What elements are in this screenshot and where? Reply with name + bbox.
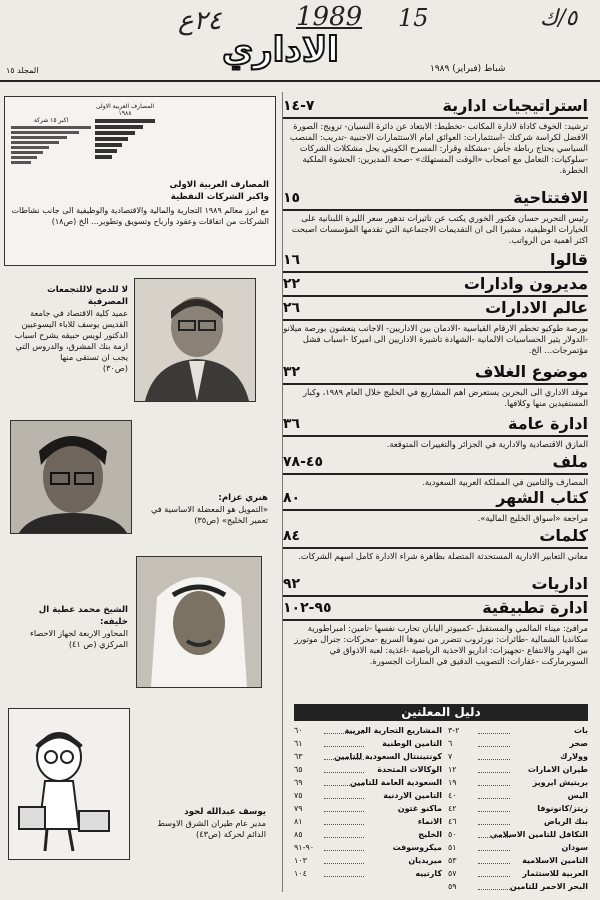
advertiser-row: [448, 843, 588, 856]
toc-page: ٨٠: [283, 490, 301, 506]
advertiser-name: كارتييه: [415, 869, 442, 878]
section-rule: [283, 619, 588, 621]
caption-body: مدير عام طيران الشرق الاوسط الدائم لحركة: [157, 818, 266, 839]
leader-dots: [324, 863, 364, 864]
toc-body: رئيس التحرير حسان فكتور الخوري يكتب عن تاثيرات تدهور سعر الليرة اللبنانية على الخيارات الوظيفية، مشيرا الى ان التقديمات الاجتماعية التي تقدمها المؤسسات اصبحت اكثر اهمية من الرواتب.: [291, 213, 588, 245]
toc-body: المصارف والتامين في المملكة العربية السعودية.: [422, 477, 588, 487]
handwritten-date: 1989: [296, 2, 363, 32]
leader-dots: [478, 811, 510, 812]
section-rule: [283, 595, 588, 597]
advertiser-page: ٥٩: [448, 882, 457, 891]
chart-b-bar: [95, 119, 155, 123]
advertiser-row: [294, 804, 442, 817]
advertiser-name: سودان: [561, 843, 588, 852]
advertiser-page: ١٢: [448, 765, 457, 774]
advertiser-name: الخليج: [418, 830, 442, 839]
section-rule: [283, 117, 588, 119]
toc-section: [283, 414, 588, 450]
advertiser-page: ٧٥: [294, 791, 303, 800]
leader-dots: [324, 811, 364, 812]
advertiser-page: ٦: [448, 739, 453, 748]
chart-a-bar: [11, 146, 49, 149]
advertisers-left-col: [294, 726, 442, 894]
advertiser-name: الوكالات المتحدة: [377, 765, 442, 774]
toc-page: ٢٦: [283, 300, 301, 316]
toc-title: كتاب الشهر: [496, 488, 588, 507]
leader-dots: [324, 850, 364, 851]
feature-banks-title: المصارف العربية الاولى واكبر الشركات النفطية: [169, 180, 269, 202]
photo-louis-hobeika: [134, 278, 256, 402]
advertiser-page: ٨٥: [294, 830, 303, 839]
advertiser-page: ٨١: [294, 817, 303, 826]
advertiser-name: ميكروسوفت: [392, 843, 442, 852]
advertiser-row: [448, 752, 588, 765]
toc-page: ٩٢: [283, 576, 301, 592]
advertiser-name: العربية للاستثمار: [522, 869, 588, 878]
leader-dots: [324, 746, 364, 747]
advertiser-page: ٦٣: [294, 752, 303, 761]
leader-dots: [324, 837, 364, 838]
portrait-icon: [137, 557, 261, 687]
caption-title: هنري عزام:: [218, 493, 268, 503]
advertiser-name: بريتيش ايرويز: [532, 778, 588, 787]
leader-dots: [478, 889, 510, 890]
chart-b-title: المصارف العربية الاولى ١٩٨٨: [95, 103, 155, 117]
caption-ref: (ص٤٣): [196, 829, 222, 839]
toc-page: ٧-١٤: [283, 98, 315, 114]
leader-dots: [478, 746, 510, 747]
advertiser-name: طيران الامارات: [527, 765, 588, 774]
advertiser-page: ٢-٣: [448, 726, 460, 735]
leader-dots: [478, 772, 510, 773]
advertiser-page: ٦٥: [294, 765, 303, 774]
toc-section: [283, 574, 588, 597]
leader-dots: [478, 798, 510, 799]
advertiser-row: [294, 869, 442, 882]
advertiser-page: ٦١: [294, 739, 303, 748]
caption-title: يوسف عبدالله لحود: [184, 807, 266, 817]
advertiser-row: [448, 778, 588, 791]
handwritten-number: 15: [398, 4, 429, 32]
toc-section: [283, 362, 588, 409]
chart-a-bar: [11, 126, 91, 129]
leader-dots: [324, 785, 364, 786]
chart-a-bar: [11, 141, 59, 144]
advertiser-name: البحر الاحمر للتامين: [509, 882, 588, 891]
photo-sheikh-khalifa: [136, 556, 262, 688]
advertiser-row: [448, 804, 588, 817]
advertiser-name: زيتز/كانونوفا: [537, 804, 588, 813]
toc-section: [283, 188, 588, 246]
handwritten-code: ٥/ك: [540, 6, 578, 31]
leader-dots: [478, 733, 510, 734]
caption-title: الشيخ محمد عطية ال خليفه:: [38, 605, 128, 627]
toc-section: [283, 452, 588, 488]
leader-dots: [478, 785, 510, 786]
feature-banks-box: [4, 96, 276, 266]
advertiser-name: التامين الاسلامية: [522, 856, 588, 865]
advertiser-page: ١٠٣: [294, 856, 307, 865]
section-rule: [283, 295, 588, 297]
advertiser-name: اليس: [567, 791, 588, 800]
toc-section: [283, 598, 588, 667]
toc-body: مراجعة «اسواق الخليج المالية».: [477, 513, 588, 523]
caption-body: المحاور الاربعة لجهاز الاحصاء المركزي: [30, 628, 128, 649]
advertiser-name: التكافل للتامين الاسلامي: [489, 830, 588, 839]
toc-page: ٩٥-١٠٢: [283, 600, 332, 616]
advertiser-row: [294, 726, 442, 739]
caricature-youssef-lahoud: [8, 708, 130, 860]
chart-a-bar: [11, 151, 43, 154]
mini-chart-a: [11, 117, 91, 195]
advertiser-row: [448, 830, 588, 843]
caption-ref: (ص٣٥): [194, 515, 220, 525]
toc-title: ادارة تطبيقية: [482, 598, 588, 617]
toc-page: ٢٢: [283, 276, 301, 292]
advertiser-name: بنك الرياض: [544, 817, 588, 826]
advertiser-page: ٧٩: [294, 804, 303, 813]
toc-title: ادارة عامة: [508, 414, 588, 433]
caption-body: عميد كلية الاقتصاد في جامعة القديس يوسف للاباء اليسوعيين الدكتور لويس حبيقه يشرح اسباب ازمة بنك المشرق، والدروس التي يجب ان تستقى منها: [14, 308, 128, 362]
toc-section: [283, 96, 588, 176]
leader-dots: [478, 759, 510, 760]
toc-title: اداريات: [531, 574, 588, 593]
caption-ref: (ص٣٠): [102, 363, 128, 373]
chart-b-bar: [95, 125, 143, 129]
toc-page: ٣٢: [283, 364, 301, 380]
leader-dots: [478, 850, 510, 851]
column-divider: [282, 92, 283, 892]
advertiser-row: [448, 726, 588, 739]
toc-body: معاني التعابير الادارية المستحدثة المتصلة بظاهرة شراء الادارة كامل اسهم الشركات.: [298, 551, 588, 561]
caption-title: لا للدمج لاللتجمعات المصرفية: [47, 285, 128, 307]
toc-body: مرافئ: ميناء المالمي والمستقبل -كمبيوتر اليابان تحارب نفسها -تامين: امبراطورية سكانديا الشمالية -طائرات: نورثروب تتضرر من نموها السريع -محركات: جنرال موتورز بين الهدر والانتفاع -تجهيزات: اداريو الاحذية الرياضية -اغذية: لعبة الاذواق في السوبرماركت -عقارات: التصويب الدقيق في المنارات الجسورة.: [294, 623, 588, 666]
toc-section: [283, 526, 588, 562]
advertiser-page: ٥٧: [448, 869, 457, 878]
advertiser-row: [448, 856, 588, 869]
advertiser-name: التامين الوطنية: [382, 739, 442, 748]
leader-dots: [324, 759, 364, 760]
advertisers-right-col: [448, 726, 588, 894]
advertiser-name: صخر: [569, 739, 588, 748]
leader-dots: [478, 837, 510, 838]
advertiser-page: ٥٣: [448, 856, 457, 865]
toc-page: ١٦: [283, 252, 301, 268]
advertiser-page: ٤٢: [448, 804, 457, 813]
advertiser-name: المشاريع التجارية العربية: [344, 726, 442, 735]
advertiser-row: [448, 817, 588, 830]
advertisers-title: دليل المعلنين: [294, 704, 588, 721]
section-rule: [283, 473, 588, 475]
advertiser-page: ٧: [448, 752, 453, 761]
advertiser-row: [448, 869, 588, 882]
toc-body: موقد الاداري الى البحرين يستعرض اهم المشاريع في الخليج خلال العام ١٩٨٩، وكبار المستفيدين منها وكلافها.: [303, 387, 588, 408]
leader-dots: [324, 772, 364, 773]
toc-page: ٤٥-٧٨: [283, 454, 323, 470]
chart-a-title: اكبر ١٥ شركة: [33, 117, 69, 124]
chart-b-bar: [95, 155, 112, 159]
volume-label: المجلد ١٥: [6, 66, 39, 75]
leader-dots: [478, 863, 510, 864]
caption-azzam: [136, 492, 268, 526]
section-rule: [283, 319, 588, 321]
chart-a-bar: [11, 131, 79, 134]
leader-dots: [324, 824, 364, 825]
toc-title: مديرون وادارات: [463, 274, 588, 293]
chart-b-bar: [95, 137, 128, 141]
advertiser-name: كونتيننتال السعودية للتامين: [334, 752, 442, 761]
advertiser-row: [294, 778, 442, 791]
toc-body: بورصة طوكيو تحطم الارقام القياسية -الادمان بين الاداريين- الاجانب ينعشون بورصة ميلانو -الدولار يثير الحساسيات الالمانية -الشهادة تاشيرة الاداريين الى اميركا -اسباب فشل مؤتمرجات... الخ.: [283, 323, 588, 355]
advertiser-name: ميريديان: [408, 856, 442, 865]
chart-b-bar: [95, 143, 122, 147]
caption-khalifa: [10, 604, 128, 650]
advertiser-row: [448, 739, 588, 752]
magazine-logo: الاداري: [222, 30, 339, 70]
handwritten-ref: ٢٤ع: [178, 6, 222, 36]
advertiser-page: ١٠٤: [294, 869, 307, 878]
leader-dots: [324, 733, 364, 734]
portrait-icon: [135, 279, 255, 401]
advertiser-page: ٦٩: [294, 778, 303, 787]
advertiser-page: ٤٠: [448, 791, 457, 800]
advertiser-row: [294, 856, 442, 869]
toc-page: ٨٤: [283, 528, 301, 544]
advertiser-row: [448, 882, 588, 895]
section-rule: [283, 271, 588, 273]
advertiser-page: ٤٦: [448, 817, 457, 826]
toc-page: ١٥: [283, 190, 301, 206]
portrait-icon: [11, 421, 131, 533]
advertiser-row: [294, 817, 442, 830]
toc-title: استراتيجيات ادارية: [442, 96, 588, 115]
toc-title: الافتتاحية: [513, 188, 588, 207]
section-rule: [283, 509, 588, 511]
advertiser-name: السعودية العامة للتامين: [350, 778, 442, 787]
chart-a-bar: [11, 136, 67, 139]
toc-title: ملف: [552, 452, 588, 471]
toc-section: [283, 488, 588, 524]
toc-section: [283, 250, 588, 273]
advertiser-page: ٥١: [448, 843, 457, 852]
caption-lahoud: [136, 806, 266, 840]
toc-title: موضوع الغلاف: [474, 362, 588, 381]
caricature-icon: [9, 709, 129, 859]
advertiser-page: ٥٠: [448, 830, 457, 839]
leader-dots: [324, 876, 364, 877]
chart-b-bar: [95, 131, 135, 135]
issue-date: شباط (فبراير) ١٩٨٩: [430, 64, 506, 74]
advertiser-name: وولارك: [560, 752, 588, 761]
caption-body: «التمويل هو المعضلة الاساسية في تعمير الخليج»: [150, 504, 268, 525]
mini-chart-b: [95, 103, 155, 191]
section-rule: [283, 547, 588, 549]
advertiser-row: [294, 830, 442, 843]
toc-body: ترشيد: الخوف كاداة لادارة المكاتب -تخطيط: الابتعاد عن دائرة النسيان- ترويج: الصورة الافضل لكراسة شركتك -استثمارات: العوائق امام الاستثمارات الاجنبية -تدريب: المنصب السياسي يحتاج رباطة جأش -مشكلة وقرار: المسرح الكويتي يحل مشكلات الشركات -سلوكيات: التعامل مع اصحاب «الوقت المستهلك» -صحة المديرين: الحشوة الملكية الخطرة.: [289, 121, 588, 175]
feature-banks-body: مع ابرز معالم ١٩٨٩ التجارية والمالية والاقتصادية والوظيفية الى جانب نشاطات الشركات من اتفاقات وعقود وارباح وتسويق وتطوير... الخ (ص١٨): [11, 206, 269, 226]
leader-dots: [478, 876, 510, 877]
toc-title: عالم الادارات: [485, 298, 588, 317]
advertiser-row: [294, 843, 442, 856]
advertiser-page: ٦٠: [294, 726, 303, 735]
leader-dots: [324, 798, 364, 799]
advertiser-row: [448, 791, 588, 804]
chart-a-bar: [11, 161, 31, 164]
toc-title: قالوا: [549, 250, 588, 269]
toc-page: ٣٦: [283, 416, 301, 432]
advertiser-page: ٩٠-٩١: [294, 843, 315, 852]
toc-section: [283, 298, 588, 356]
advertiser-name: التامين الاردنية: [383, 791, 442, 800]
advertiser-row: [448, 765, 588, 778]
chart-b-bar: [95, 149, 117, 153]
advertiser-page: ١٩: [448, 778, 457, 787]
section-rule: [283, 435, 588, 437]
toc-title: كلمات: [539, 526, 588, 545]
advertiser-row: [294, 765, 442, 778]
header-rule: [0, 80, 600, 82]
caption-ref: (ص ٤١): [68, 639, 97, 649]
advertiser-name: بات: [573, 726, 588, 735]
toc-body: المازق الاقتصادية والادارية في الجزائر والتغييرات المتوقعة.: [386, 439, 588, 449]
advertiser-row: [294, 791, 442, 804]
caption-hobeika: [10, 284, 128, 374]
advertiser-row: [294, 752, 442, 765]
section-rule: [283, 209, 588, 211]
photo-henry-azzam: [10, 420, 132, 534]
toc-section: [283, 274, 588, 297]
advertiser-name: الانماء: [417, 817, 442, 826]
advertiser-row: [294, 739, 442, 752]
advertiser-name: ماكنو غتون: [397, 804, 442, 813]
chart-a-bar: [11, 156, 37, 159]
leader-dots: [478, 824, 510, 825]
section-rule: [283, 383, 588, 385]
